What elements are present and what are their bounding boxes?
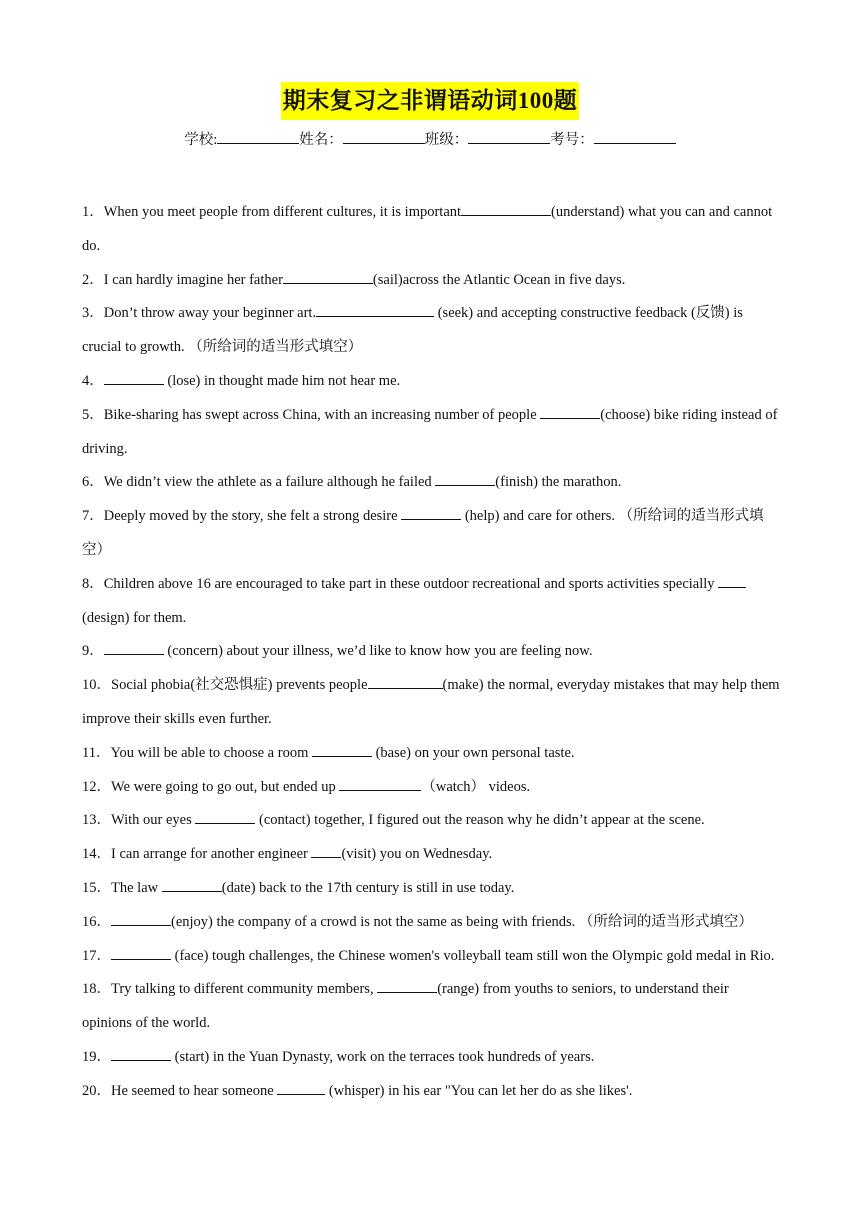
question-text: (face) tough challenges, the Chinese women's volleyball team still won the Olympic gold medal in Rio. [171, 947, 775, 964]
question-number: 17． [82, 947, 111, 964]
question-text: (help) and care for others. （所给词的适当形式填空） [82, 508, 764, 558]
question-text: (finish) the marathon. [495, 474, 622, 491]
answer-blank[interactable] [435, 473, 495, 486]
name-label: 姓名： [299, 132, 343, 148]
question-19 [82, 1041, 782, 1075]
question-text: (enjoy) the company of a crowd is not the same as being with friends. （所给词的适当形式填空） [171, 913, 753, 930]
answer-blank[interactable] [339, 778, 421, 791]
question-1 [82, 196, 782, 264]
question-5 [82, 399, 782, 467]
answer-blank[interactable] [311, 845, 341, 858]
question-15 [82, 872, 782, 906]
question-number: 13． [82, 812, 111, 829]
question-number: 16． [82, 913, 111, 930]
answer-blank[interactable] [104, 372, 164, 385]
question-text: Try talking to different community members, [111, 981, 378, 998]
question-text: (understand) what you can and cannot do. [82, 204, 773, 254]
question-text: The law [111, 879, 162, 896]
answer-blank[interactable] [104, 642, 164, 655]
question-list [82, 196, 782, 1109]
answer-blank[interactable] [368, 676, 443, 689]
title-block [0, 82, 860, 120]
question-text: We were going to go out, but ended up [111, 778, 340, 795]
question-2 [82, 264, 782, 298]
question-number: 2． [82, 271, 104, 288]
question-text: (lose) in thought made him not hear me. [163, 372, 401, 389]
name-blank[interactable] [343, 129, 425, 144]
question-text: I can hardly imagine her father [103, 271, 283, 288]
question-number: 11． [82, 744, 111, 761]
question-20 [82, 1075, 782, 1109]
question-text: (choose) bike riding instead of driving. [82, 406, 778, 457]
answer-blank[interactable] [111, 1048, 171, 1061]
question-text: (date) back to the 17th century is still in use today. [221, 879, 515, 896]
question-17 [82, 940, 782, 974]
question-text: You will be able to choose a room [110, 744, 312, 761]
question-number: 15． [82, 879, 111, 896]
class-blank[interactable] [468, 129, 550, 144]
question-number: 5． [82, 406, 104, 423]
answer-blank[interactable] [312, 744, 372, 757]
question-number: 4． [82, 372, 104, 389]
question-number: 10． [82, 677, 111, 694]
question-11 [82, 737, 782, 771]
question-13 [82, 804, 782, 838]
question-text: I can arrange for another engineer [111, 846, 312, 863]
question-6 [82, 466, 782, 500]
question-14 [82, 838, 782, 872]
question-8 [82, 568, 782, 636]
question-number: 12． [82, 778, 111, 795]
question-number: 9． [82, 643, 104, 660]
answer-blank[interactable] [277, 1082, 325, 1095]
page-title: 期末复习之非谓语动词100题 [281, 82, 580, 120]
exam-no-blank[interactable] [594, 129, 676, 144]
question-text: Don’t throw away your beginner art. [103, 305, 317, 322]
question-number: 14． [82, 846, 111, 863]
question-text: (sail)across the Atlantic Ocean in five days. [372, 271, 626, 288]
question-text: (concern) about your illness, we’d like to know how you are feeling now. [163, 643, 593, 660]
question-text: (make) the normal, everyday mistakes that may help them improve their skills even further. [82, 677, 780, 727]
school-blank[interactable] [217, 129, 299, 144]
question-16 [82, 906, 782, 940]
question-number: 3． [82, 305, 104, 322]
question-4 [82, 365, 782, 399]
answer-blank[interactable] [316, 304, 434, 317]
question-text: Social phobia(社交恐惧症) prevents people [111, 677, 368, 694]
answer-blank[interactable] [718, 575, 746, 588]
school-label: 学校: [184, 132, 218, 148]
answer-blank[interactable] [461, 203, 551, 216]
question-number: 18． [82, 981, 111, 998]
question-text: Children above 16 are encouraged to take part in these outdoor recreational and sports activities specially [103, 575, 719, 592]
question-text: He seemed to hear someone [111, 1082, 278, 1099]
answer-blank[interactable] [195, 811, 255, 824]
question-number: 1． [82, 204, 104, 220]
question-7 [82, 500, 782, 568]
question-number: 6． [82, 474, 104, 491]
student-info-line [0, 128, 860, 149]
question-number: 7． [82, 508, 104, 525]
question-text: (whisper) in his ear "You can let her do as she likes'. [325, 1082, 633, 1099]
class-label: 班级： [424, 132, 469, 148]
question-text: (base) on your own personal taste. [371, 744, 575, 761]
question-text: (seek) and accepting constructive feedback (反馈) is crucial to growth. （所给词的适当形式填空） [82, 305, 743, 356]
question-number: 8． [82, 575, 104, 592]
answer-blank[interactable] [111, 913, 171, 926]
answer-blank[interactable] [540, 406, 600, 419]
question-text: With our eyes [111, 812, 196, 829]
question-text: Deeply moved by the story, she felt a strong desire [103, 508, 402, 525]
question-text: When you meet people from different cultures, it is important [103, 204, 462, 220]
question-9 [82, 635, 782, 669]
answer-blank[interactable] [162, 879, 222, 892]
question-18 [82, 973, 782, 1041]
question-text: (contact) together, I figured out the reason why he didn’t appear at the scene. [255, 812, 705, 829]
answer-blank[interactable] [401, 507, 461, 520]
question-text: (range) from youths to seniors, to understand their opinions of the world. [82, 981, 729, 1032]
question-text: (start) in the Yuan Dynasty, work on the terraces took hundreds of years. [171, 1048, 595, 1065]
question-text: We didn’t view the athlete as a failure although he failed [103, 474, 436, 491]
answer-blank[interactable] [377, 980, 437, 993]
answer-blank[interactable] [111, 947, 171, 960]
question-number: 19． [82, 1048, 111, 1065]
question-12 [82, 771, 782, 805]
question-text: (visit) you on Wednesday. [341, 846, 493, 863]
question-3 [82, 297, 782, 365]
question-text: Bike-sharing has swept across China, with an increasing number of people [103, 406, 541, 423]
question-text: （watch） videos. [421, 778, 531, 795]
question-text: (design) for them. [82, 609, 187, 626]
answer-blank[interactable] [283, 271, 373, 284]
question-10 [82, 669, 782, 737]
question-number: 20． [82, 1082, 111, 1099]
exam-no-label: 考号： [550, 132, 594, 148]
